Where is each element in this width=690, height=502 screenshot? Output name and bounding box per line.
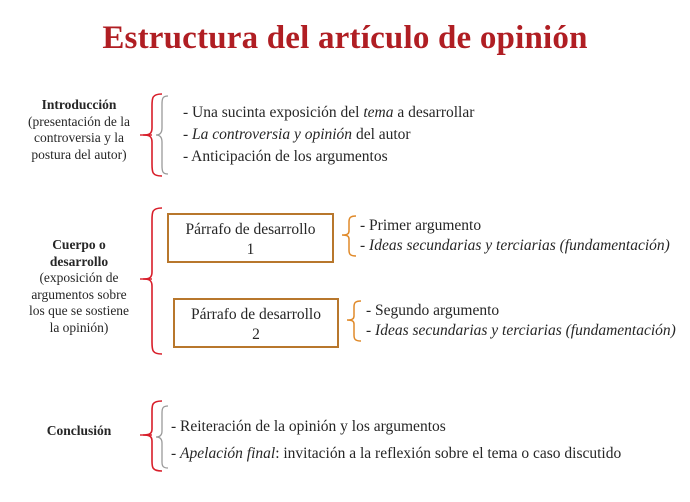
intro-desc-line: (presentación de la	[28, 113, 130, 129]
body-left-bracket	[140, 206, 164, 356]
diagram-title: Estructura del artículo de opinión	[102, 20, 588, 56]
intro-items	[183, 103, 474, 167]
intro-item: - La controversia y opinión del autor	[183, 126, 411, 143]
paragraph-item: - Segundo argumento	[366, 302, 500, 319]
conclusion-label	[20, 423, 138, 440]
body-desc-line: argumentos sobre	[31, 286, 127, 302]
paragraph-box-number: 2	[252, 326, 260, 343]
conclusion-items	[171, 417, 621, 464]
paragraph-box-label: Párrafo de desarrollo	[191, 306, 321, 323]
paragraph-1-items	[360, 216, 670, 256]
paragraph-box-label: Párrafo de desarrollo	[185, 221, 316, 238]
intro-desc-line: postura del autor)	[31, 146, 127, 162]
conclusion-heading: Conclusión	[46, 423, 112, 438]
paragraph-box-number: 1	[246, 241, 255, 258]
paragraph-2-bracket	[345, 299, 363, 343]
body-heading: Cuerpo o	[52, 237, 106, 252]
body-desc-line: (exposición de	[39, 270, 119, 285]
paragraph-item: - Ideas secundarias y terciarias (fundamentación)	[366, 322, 676, 339]
body-desc-line: la opinión)	[49, 319, 109, 335]
paragraph-1-bracket	[340, 214, 358, 258]
conclusion-right-bracket	[154, 404, 172, 470]
intro-heading: Introducción	[41, 97, 117, 112]
body-label	[20, 237, 138, 336]
intro-right-bracket	[154, 94, 172, 176]
paragraph-2-items	[366, 301, 676, 341]
conclusion-item: - Reiteración de la opinión y los argumentos	[171, 418, 446, 435]
intro-label	[20, 97, 138, 163]
paragraph-box-2	[173, 298, 339, 348]
paragraph-item: - Ideas secundarias y terciarias (fundamentación)	[360, 237, 670, 254]
body-heading: desarrollo	[49, 253, 109, 269]
intro-item: - Anticipación de los argumentos	[183, 148, 388, 165]
paragraph-item: - Primer argumento	[360, 217, 482, 234]
intro-desc-line: controversia y la	[34, 130, 124, 145]
conclusion-item: - Apelación final: invitación a la reflexión sobre el tema o caso discutido	[171, 445, 622, 462]
intro-item: - Una sucinta exposición del tema a desarrollar	[183, 104, 475, 121]
paragraph-box-1	[167, 213, 334, 263]
body-desc-line: los que se sostiene	[28, 303, 130, 318]
